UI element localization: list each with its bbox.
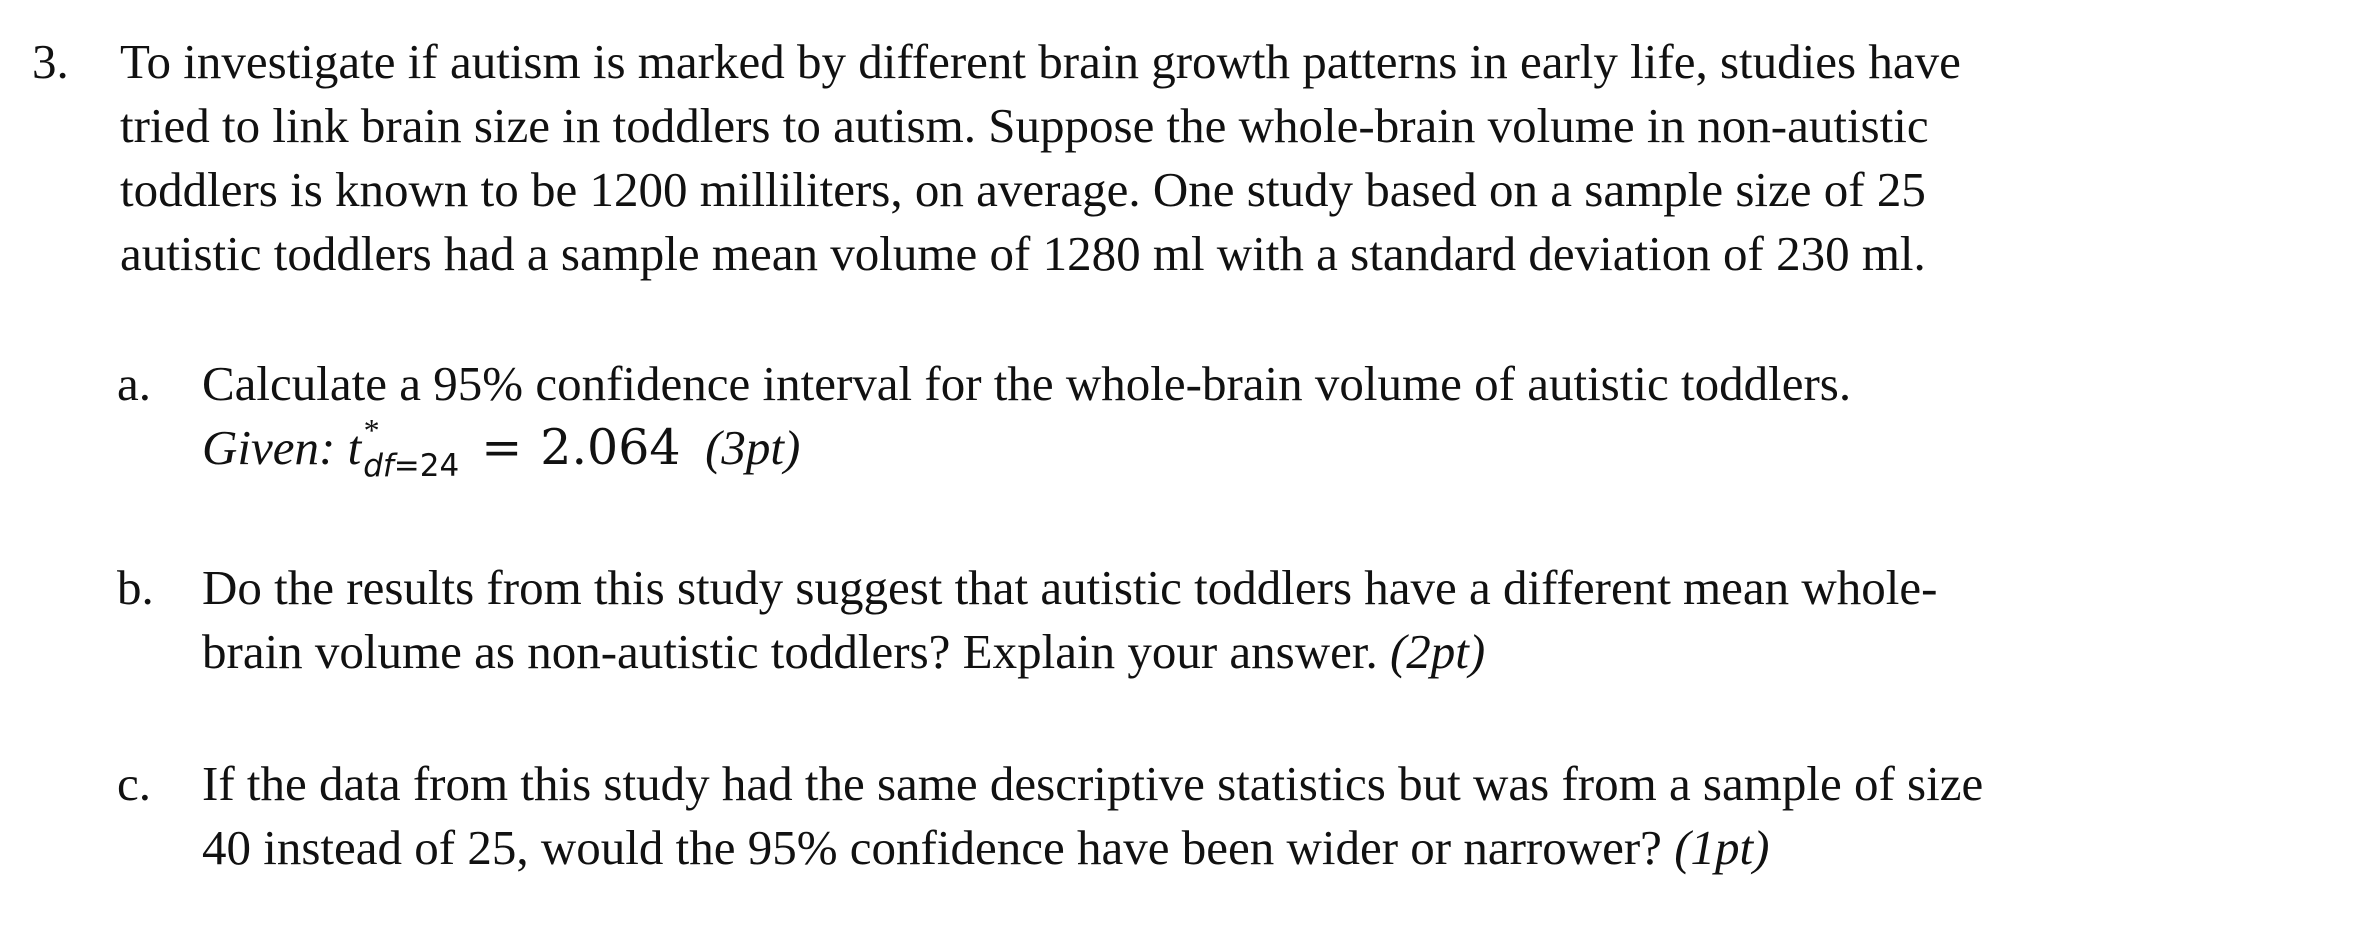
given-label: Given: <box>202 420 348 475</box>
part-a-prompt: Calculate a 95% confidence interval for the whole-brain volume of autistic toddlers. <box>202 356 1852 411</box>
equals-sign: = <box>481 419 523 476</box>
t-critical-value: 2.064 <box>540 419 681 476</box>
part-b-points: (2pt) <box>1389 624 1486 679</box>
t-star: * <box>363 412 380 448</box>
part-a-body <box>202 352 2322 486</box>
df-subscript <box>363 448 459 484</box>
question-stem-line: tried to link brain size in toddlers to autism. Suppose the whole-brain volume in non-autistic <box>120 98 1929 153</box>
part-b-body <box>202 556 2322 684</box>
part-c-points: (1pt) <box>1674 820 1770 875</box>
df-label: df <box>363 448 394 484</box>
question-stem-line: To investigate if autism is marked by different brain growth patterns in early life, studies have <box>120 34 1961 89</box>
t-critical-symbol <box>347 412 380 480</box>
t-letter: t <box>347 420 362 475</box>
part-a-given <box>202 412 2322 486</box>
df-value: =24 <box>393 448 460 484</box>
part-c-line2-text: 40 instead of 25, would the 95% confidence have been wider or narrower? <box>202 820 1675 875</box>
question-number: 3. <box>32 34 69 89</box>
question-stem <box>120 30 2300 286</box>
part-c-prompt-line: If the data from this study had the same descriptive statistics but was from a sample of size <box>202 756 1984 811</box>
part-a-letter: a. <box>117 356 151 411</box>
part-c-prompt-line <box>202 816 2322 880</box>
part-a <box>0 352 2369 492</box>
part-c-letter: c. <box>117 756 151 811</box>
part-b-letter: b. <box>117 560 154 615</box>
question-stem-line: toddlers is known to be 1200 milliliters, on average. One study based on a sample size of 25 <box>120 162 1926 217</box>
part-b-prompt-line <box>202 620 2322 684</box>
part-c-body <box>202 752 2322 880</box>
part-b-prompt-line: Do the results from this study suggest that autistic toddlers have a different mean whole- <box>202 560 1938 615</box>
part-b-line2-text: brain volume as non-autistic toddlers? Explain your answer. <box>202 624 1390 679</box>
question-stem-line: autistic toddlers had a sample mean volume of 1280 ml with a standard deviation of 230 ml. <box>120 226 1926 281</box>
part-b <box>0 556 2369 696</box>
part-c <box>0 752 2369 892</box>
part-a-points: (3pt) <box>705 420 801 475</box>
